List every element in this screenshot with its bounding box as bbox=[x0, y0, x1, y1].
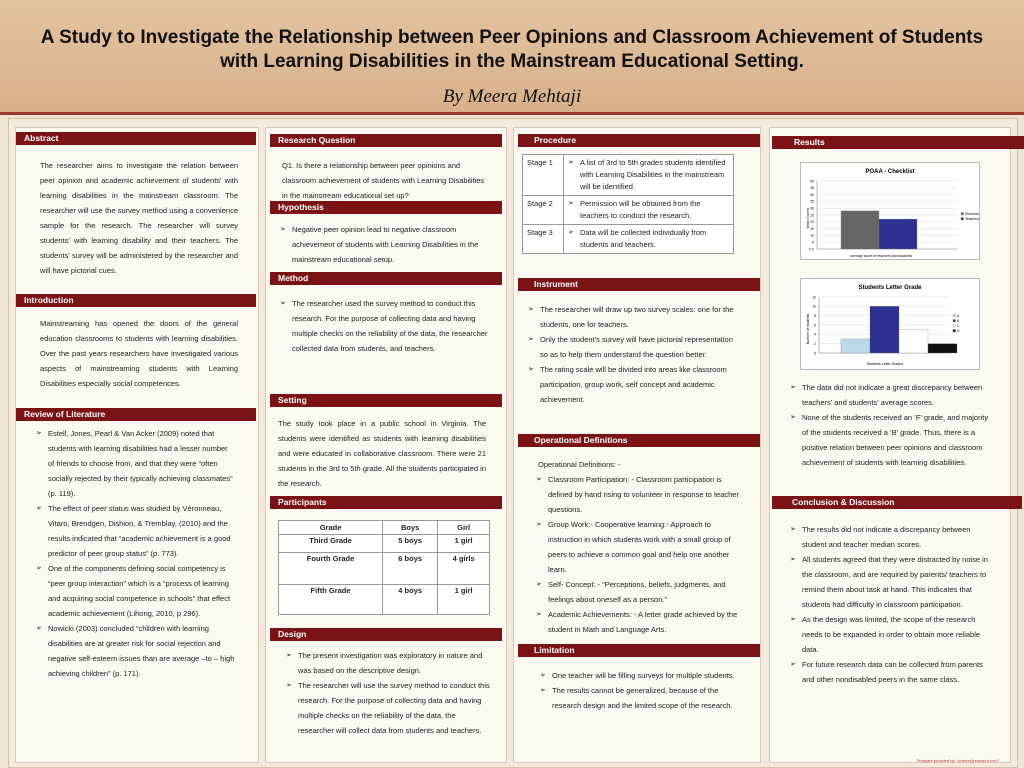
list-item: ➢ The rating scale will be divided into areas like classroom participation, group work, self concept and academic achievement. bbox=[528, 362, 740, 407]
literature-heading: Review of Literature bbox=[16, 408, 256, 421]
table-cell: Fourth Grade bbox=[279, 553, 383, 585]
introduction-heading: Introduction bbox=[16, 294, 256, 307]
legend-label: C bbox=[957, 324, 960, 328]
table-cell: Fifth Grade bbox=[279, 585, 383, 615]
y-tick-label: 15 bbox=[810, 226, 814, 231]
conclusion-heading: Conclusion & Discussion bbox=[772, 496, 1022, 509]
legend-swatch bbox=[961, 213, 964, 216]
y-tick-label: 0.0 bbox=[809, 247, 814, 252]
setting-heading: Setting bbox=[270, 394, 502, 407]
y-tick-label: 2 bbox=[814, 341, 816, 346]
bar-teachers bbox=[879, 219, 917, 249]
y-tick-label: 10 bbox=[810, 233, 814, 238]
bar-c bbox=[899, 330, 928, 353]
stage-label: Stage 2 bbox=[523, 196, 564, 225]
list-item: ➢ Classroom Participation: - Classroom participation is defined by hand rising to volunteer in response to teacher questions. bbox=[536, 472, 742, 517]
table-cell: 5 boys bbox=[383, 535, 438, 553]
results-heading: Results bbox=[772, 136, 1024, 149]
legend-label: Students bbox=[965, 212, 979, 216]
stage-label: Stage 3 bbox=[523, 225, 564, 254]
y-tick-label: 25 bbox=[810, 213, 814, 218]
chart-title: Students Letter Grade bbox=[858, 285, 922, 291]
list-item: ➢ One of the components defining social competency is “peer group interaction” which is a “process of learning and acquiring social competence in schools” that effect academic achievement (Lihong, 2010, p 296). bbox=[36, 561, 236, 621]
table-cell: 1 girl bbox=[438, 585, 490, 615]
stage-label: Stage 1 bbox=[523, 155, 564, 196]
list-item: ➢ None of the students received an ‘F’ grade, and majority of the students received a ‘B’ grade. Thus, there is a positive relation between peer opinions and classroom achievement of students with learning disabilities. bbox=[790, 410, 994, 470]
hypothesis-list bbox=[280, 222, 490, 267]
stage-text: ➢ Data will be collected individually from students and teachers. bbox=[568, 227, 729, 251]
operational-list bbox=[536, 472, 742, 637]
design-list bbox=[286, 648, 490, 738]
template-credit: Template provided by: “posters4research.com” bbox=[916, 758, 999, 763]
list-item: ➢ The results did not indicate a discrepancy between student and teacher median scores. bbox=[790, 522, 994, 552]
procedure-heading: Procedure bbox=[518, 134, 760, 147]
legend-swatch bbox=[953, 325, 956, 328]
chart-title: POAA - Checklist bbox=[865, 169, 915, 175]
list-item: ➢ Academic Achievements: - A letter grade achieved by the student in Math and Language Arts. bbox=[536, 607, 742, 637]
poster-body bbox=[8, 118, 1018, 768]
chart-xlabel: average score of teachers and students bbox=[850, 254, 912, 258]
poaa-chart bbox=[800, 162, 980, 260]
chart-ylabel: Mean Scores bbox=[806, 207, 810, 229]
list-item: ➢ The researcher will draw up two survey scales: one for the students, one for teachers. bbox=[528, 302, 740, 332]
y-tick-label: 10 bbox=[812, 304, 816, 309]
column-2 bbox=[265, 127, 507, 763]
list-item: ➢ Nowicki (2003) concluded “children with learning disabilities are at greater risk for social rejection and negative self-esteem issues than are average –to – high achieving children” (p. 171). bbox=[36, 621, 236, 681]
limitation-heading: Limitation bbox=[518, 644, 760, 657]
legend-label: D bbox=[957, 329, 960, 333]
list-item: ➢ The results cannot be generalized, because of the research design and the limited scope of the research. bbox=[540, 683, 740, 713]
y-tick-label: 5 bbox=[812, 240, 814, 245]
chart-ylabel: Number of students bbox=[806, 313, 810, 345]
chart-xlabel: Students Letter Grades bbox=[866, 362, 904, 366]
participants-heading: Participants bbox=[270, 496, 502, 509]
list-item: ➢ All students agreed that they were distracted by noise in the classroom, and are required by parents/ teachers to remind them about task at hand. This indicates that students had difficulty in classroom participation. bbox=[790, 552, 994, 612]
column-header: Boys bbox=[383, 521, 438, 535]
column-1 bbox=[15, 127, 259, 763]
list-item: ➢ The researcher used the survey method to conduct this research. For the purpose of collecting data and having multiple checks on the reliability of the data, the researcher collected data from students, and teachers. bbox=[280, 296, 490, 356]
limitation-list bbox=[540, 668, 740, 713]
instrument-list bbox=[528, 302, 740, 407]
bar-d bbox=[928, 344, 957, 353]
bar-students bbox=[841, 211, 879, 249]
poaa-chart-svg bbox=[801, 163, 979, 259]
list-item: ➢ The data did not indicate a great discrepancy between teachers’ and students’ average scores. bbox=[790, 380, 994, 410]
legend-swatch bbox=[953, 330, 956, 333]
table-cell: 4 boys bbox=[383, 585, 438, 615]
research-question-text: Q1. Is there a relationship between peer opinions and classroom achievement of students with Learning Disabilities in the mainstream educational set up? bbox=[282, 161, 485, 200]
list-item: ➢ The effect of peer status was studied by Véronneau, Vitaro, Brendgen, Dishion, & Tremblay, (2010) and the results indicated that “academic achievement is a good predictor of peer group status” (p. 773). bbox=[36, 501, 236, 561]
operational-intro: Operational Definitions: - bbox=[538, 460, 621, 469]
legend-label: A bbox=[957, 314, 960, 318]
abstract-text: The researcher aims to investigate the relation between peer opinion and academic achievement of students' with learning disabilities in the mainstream classroom. The researcher will use the survey method using a convenience sample for the research. The researcher will survey students' with learning disability and their teachers. The students' survey will be administered by the researcher and will have pictorial cues. bbox=[40, 161, 238, 275]
column-4 bbox=[769, 127, 1011, 763]
stage-text: ➢ A list of 3rd to 5th grades students identified with Learning Disabilities in the mainstream will be identified. bbox=[568, 157, 729, 193]
list-item: ➢ Group Work:- Cooperative learning:- Approach to instruction in which students work with a small group of peers to achieve a common goal and help one another learn. bbox=[536, 517, 742, 577]
introduction-text: Mainstreaming has opened the doors of the general education classrooms to students with learning disabilities. Over the past years researchers have investigated various aspects of mainstreaming students with Learning Disabilities especially social competences. bbox=[40, 319, 238, 388]
legend-swatch bbox=[953, 320, 956, 323]
y-tick-label: 40 bbox=[810, 192, 814, 197]
method-heading: Method bbox=[270, 272, 502, 285]
design-heading: Design bbox=[270, 628, 502, 641]
table-cell: Third Grade bbox=[279, 535, 383, 553]
hypothesis-heading: Hypothesis bbox=[270, 201, 502, 214]
y-tick-label: 6 bbox=[814, 323, 816, 328]
list-item: ➢ Self- Concept: - “Perceptions, beliefs, judgments, and feelings about oneself as a person.” bbox=[536, 577, 742, 607]
y-tick-label: 35 bbox=[810, 199, 814, 204]
y-tick-label: 0 bbox=[814, 351, 816, 356]
table-cell: 4 girls bbox=[438, 553, 490, 585]
list-item: ➢ Only the student’s survey will have pictorial representation so as to help them understand the question better. bbox=[528, 332, 740, 362]
y-tick-label: 45 bbox=[810, 186, 814, 191]
y-tick-label: 4 bbox=[814, 332, 816, 337]
results-list bbox=[790, 380, 994, 470]
letter-grade-chart bbox=[800, 278, 980, 370]
letter-grade-chart-svg bbox=[801, 279, 979, 369]
poster-author: By Meera Mehtaji bbox=[442, 86, 582, 107]
legend-swatch bbox=[961, 218, 964, 221]
y-tick-label: 30 bbox=[810, 206, 814, 211]
method-list bbox=[280, 296, 490, 356]
legend-swatch bbox=[953, 315, 956, 318]
setting-text: The study took place in a public school in Virginia. The students were identified as students with learning disabilities and were educated in collaborative classroom. There were 21 students in the 3rd to 5th grade. All the students participated in the research. bbox=[278, 419, 486, 488]
list-item: ➢ Estell, Jones, Pearl & Van Acker (2009) noted that students with learning disabilities had a lesser number of friends to choose from, and that they were “often socially rejected by their typically achieving classmates” (p. 119). bbox=[36, 426, 236, 501]
list-item: ➢ Negative peer opinion lead to negative classroom achievement of students with Learning Disabilities in the mainstream educational setup. bbox=[280, 222, 490, 267]
list-item: ➢ The researcher will use the survey method to conduct this research. For the purpose of collecting data and having multiple checks on the reliability of the data, the researcher will collect data from students and teachers. bbox=[286, 678, 490, 738]
list-item: ➢ The present investigation was exploratory in nature and was based on the descriptive design. bbox=[286, 648, 490, 678]
poster-header bbox=[0, 0, 1024, 115]
bar-a bbox=[841, 339, 870, 353]
research-question-heading: Research Question bbox=[270, 134, 502, 147]
y-tick-label: 50 bbox=[810, 179, 814, 184]
y-tick-label: 20 bbox=[810, 220, 814, 225]
procedure-table bbox=[522, 154, 734, 254]
legend-label: Teachers bbox=[965, 217, 979, 221]
table-cell: 6 boys bbox=[383, 553, 438, 585]
operational-heading: Operational Definitions bbox=[518, 434, 760, 447]
y-tick-label: 12 bbox=[812, 295, 816, 300]
stage-text: ➢ Permission will be obtained from the teachers to conduct the research. bbox=[568, 198, 729, 222]
conclusion-list bbox=[790, 522, 994, 687]
list-item: ➢ One teacher will be filling surveys for multiple students. bbox=[540, 668, 740, 683]
instrument-heading: Instrument bbox=[518, 278, 760, 291]
poster-title: A Study to Investigate the Relationship between Peer Opinions and Classroom Achievement of Students with Learning Disabilities in the Mainstream Educational Setting. bbox=[40, 27, 984, 72]
list-item: ➢ For future research data can be collected from parents and other nondisabled peers in the same class. bbox=[790, 657, 994, 687]
participants-table bbox=[278, 520, 490, 615]
column-header: Grade bbox=[279, 521, 383, 535]
legend-label: B bbox=[957, 319, 960, 323]
table-cell: 1 girl bbox=[438, 535, 490, 553]
column-header: Girl bbox=[438, 521, 490, 535]
abstract-heading: Abstract bbox=[16, 132, 256, 145]
literature-list bbox=[36, 426, 236, 681]
y-tick-label: 8 bbox=[814, 313, 816, 318]
column-3 bbox=[513, 127, 761, 763]
list-item: ➢ As the design was limited, the scope of the research needs to be expanded in order to obtain more reliable data. bbox=[790, 612, 994, 657]
bar-b bbox=[870, 306, 899, 353]
